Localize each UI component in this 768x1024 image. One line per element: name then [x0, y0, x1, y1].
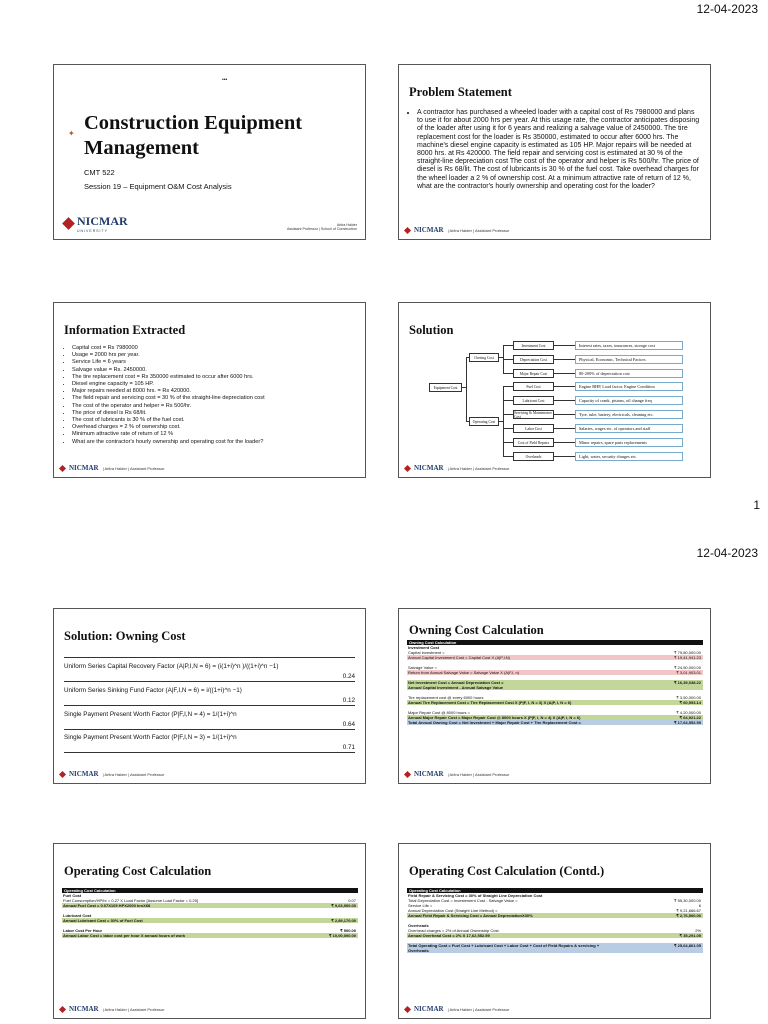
slide-owning-cost-factors — [53, 608, 366, 784]
footer-author: | Aritra Halder | Assistant Professor — [447, 465, 510, 471]
cost-description: Salaries, wages etc. of operators and staff — [575, 424, 683, 433]
connector-line — [554, 456, 575, 457]
row-value: ₹ 10,00,000.00 — [328, 933, 356, 938]
slide-footer — [405, 1005, 509, 1013]
info-item: • Usage = 2000 hrs per year. — [72, 352, 357, 359]
connector-line — [554, 386, 575, 387]
footer-logo: NICMAR — [414, 770, 444, 778]
problem-text-block — [409, 109, 702, 191]
footer-logo: NICMAR — [69, 1005, 99, 1013]
owning-cost-node: Owning Cost — [469, 353, 499, 362]
author-role: Assistant Professor | School of Construction — [286, 226, 357, 231]
connector-line — [466, 357, 469, 358]
connector-line — [503, 414, 513, 415]
operating-item-node: Servicing & Maintenance Cost — [513, 410, 554, 419]
table-header: Operating Cost Calculation — [407, 888, 703, 893]
equipment-cost-node: Equipment Cost — [429, 383, 462, 392]
nicmar-logo-icon — [62, 217, 75, 230]
slide-footer — [60, 1005, 164, 1013]
nicmar-logo-icon — [59, 770, 66, 777]
info-item: • The tire replacement cost = Rs 350000 estimated to occur after 6000 hrs. — [72, 374, 357, 381]
row-value: ₹ 9,21,666.67 — [676, 908, 701, 913]
row-label: Salvage Value = — [408, 665, 437, 670]
row-label: Annual Labor Cost = labor cost per hour X annual hours of work — [63, 933, 186, 938]
slide-heading: Operating Cost Calculation (Contd.) — [409, 864, 605, 878]
row-value: ₹ 17,64,552.59 — [673, 720, 701, 725]
formula-divider — [64, 729, 355, 730]
formula-divider — [64, 705, 355, 706]
operating-item-node: Cost of Field Repairs — [513, 438, 554, 447]
row-label: Annual Overhead Cost = 2% X 17,62,552.59 — [408, 933, 490, 938]
footer-logo: NICMAR — [414, 226, 444, 234]
connector-line — [503, 359, 513, 360]
row-value: 2% — [695, 928, 701, 933]
slide-heading: Problem Statement — [409, 85, 512, 99]
formula-divider — [64, 681, 355, 682]
nicmar-logo-icon — [59, 464, 66, 471]
table-header: Owning Cost Calculation — [407, 640, 703, 645]
footer-logo: NICMAR — [69, 464, 99, 472]
row-label: Annual Capital Investment Cost = Capital Cost X (A|P,I,N) — [408, 655, 511, 660]
info-item: • Diesel engine capacity = 105 HP. — [72, 381, 357, 388]
connector-line — [503, 428, 513, 429]
footer-logo: NICMAR — [414, 464, 444, 472]
connector-line — [554, 428, 575, 429]
connector-line — [554, 345, 575, 346]
slide-operating-cost-contd — [398, 843, 711, 1019]
formula-text: Single Payment Present Worth Factor (P|F,I,N = 4) = 1/(1+i)^n — [64, 711, 237, 718]
nicmar-logo-icon — [404, 770, 411, 777]
row-label: Overhead charges = 2% of Annual Ownership Cost — [408, 928, 499, 933]
slide-solution-diagram — [398, 302, 711, 478]
formula-value: 0.12 — [342, 697, 355, 704]
cost-description: Minor repairs, spare parts replacements — [575, 438, 683, 447]
cost-description: Physical, Economic, Technical Factors — [575, 355, 683, 364]
info-item: • Minimum attractive rate of return of 12 % — [72, 431, 357, 438]
problem-text: • A contractor has purchased a wheeled loader with a capital cost of Rs 7980000 and plans to use it for about 2000 hrs per year. At this usage rate, the contractor anticipates disposing of the loader after using it for 6 years and realizing a salvage value of 2450000. The tire replacement cost for the loader is Rs 350000, estimated to occur after 6000 hrs. The machine's diesel engine capacity is estimated as 105 HP. Major repairs will be needed at 8000 hrs. at Rs 420000. The field repair and servicing cost is estimated at 30 % of the straight-line depreciation cost The cost of the operator and helper is Rs 500/hr. The price of diesel is Rs 68/lit. The cost of lubricants is 30 % of the fuel cost. Take overhead charges for the wheel loader a 2 % of ownership cost. At a minimum attractive rate of return of 12 %, what are the contractor's hourly ownership and operating cost for the loader? — [417, 109, 702, 191]
logo-text: NICMAR — [77, 214, 128, 228]
row-value: ₹ 9,63,900.00 — [331, 903, 356, 908]
operating-item-node: Labor Cost — [513, 424, 554, 433]
row-value: ₹ 4,20,000.00 — [676, 710, 701, 715]
nicmar-logo-icon — [404, 226, 411, 233]
formula-divider — [64, 752, 355, 753]
operating-item-node: Lubricant Cost — [513, 396, 554, 405]
connector-line — [503, 456, 513, 457]
row-value: ₹ 64,921.22 — [679, 715, 701, 720]
row-label: Service Life = — [408, 903, 433, 908]
formula-text: Uniform Series Capital Recovery Factor (A|P,I,N = 6) = (i(1+i)^n )/((1+i)^n −1) — [64, 663, 279, 670]
row-value: ₹ 24,50,000.00 — [673, 665, 701, 670]
nicmar-logo-icon — [59, 1005, 66, 1012]
row-value: ₹ 500.00 — [340, 928, 356, 933]
formula-divider — [64, 657, 355, 658]
row-value: ₹ 35,291.05 — [679, 933, 701, 938]
connector-line — [554, 442, 575, 443]
info-item: • Salvage value = Rs. 2450000. — [72, 367, 357, 374]
cost-description: Tyre, tube, battery, electricals, cleaning etc. — [575, 410, 683, 419]
connector-line — [554, 373, 575, 374]
row-value: 0.07 — [348, 898, 356, 903]
slide-dots: ••• — [222, 77, 228, 83]
cost-description: Engine BHP, Load factor, Engine Condition — [575, 382, 683, 391]
owning-cost-table — [407, 640, 703, 725]
nicmar-logo-icon — [404, 464, 411, 471]
course-code: CMT 522 — [84, 168, 115, 177]
operating-cost-table — [62, 888, 358, 938]
slide-operating-cost-calc — [53, 843, 366, 1019]
row-label: Overheads — [408, 948, 429, 953]
page-number: 1 — [753, 498, 760, 512]
connector-line — [503, 386, 513, 387]
formula-value: 0.24 — [342, 673, 355, 680]
operating-contd-table — [407, 888, 703, 953]
sparkle-icon: ✦ — [68, 129, 75, 138]
page-date: 12-04-2023 — [696, 546, 758, 560]
table-row — [407, 720, 703, 725]
row-label: Total Operating Cost = Fuel Cost + Lubricant Cost + Labor Cost + Cost of Field Repairs & servicing + — [408, 943, 600, 948]
row-label: Fuel Consumption/HP/hr = 0.27 X Load Factor [Assume Load Factor = 0.25] — [63, 898, 198, 903]
connector-line — [503, 386, 504, 456]
info-list — [64, 345, 357, 446]
row-label: Net Investment Cost = Annual Depreciation Cost = — [408, 680, 504, 685]
page-date: 12-04-2023 — [696, 2, 758, 16]
operating-item-node: Fuel Cost — [513, 382, 554, 391]
owning-item-node: Depreciation Cost — [513, 355, 554, 364]
row-label: Annual Major Repair Cost = Major Repair Cost @ 8000 hours X (P|F, I, N = 4) X (A|P, I, N = 6) — [408, 715, 581, 720]
slide-footer — [60, 464, 164, 472]
connector-line — [554, 359, 575, 360]
row-label: Annual Capital Investment - Annual Salvage Value — [408, 685, 503, 690]
row-label: Annual Tire Replacement Cost = Tire Replacement Cost X (P|F, I, N = 3) X (A|P, I, N = 6) — [408, 700, 572, 705]
formula-value: 0.64 — [342, 721, 355, 728]
row-label: Labor Cost Per Hour — [63, 928, 103, 933]
info-item: • Capital cost = Rs 7980000 — [72, 345, 357, 352]
connector-line — [466, 421, 469, 422]
footer-author: | Aritra Halder | Assistant Professor — [102, 1006, 165, 1012]
slide-footer — [60, 770, 164, 778]
row-label: Field Repair & Servicing Cost = 30% of Straight Line Depreciation Cost — [408, 893, 543, 898]
nicmar-logo-icon — [404, 1005, 411, 1012]
row-label: Total Annual Owning Cost = Net Investment + Major Repair Cost + Tire Replacement Cost = — [408, 720, 581, 725]
table-header: Operating Cost Calculation — [62, 888, 358, 893]
row-label: Tire replacement cost @ every 6000 hours — [408, 695, 484, 700]
connector-line — [503, 345, 513, 346]
author-block — [287, 223, 357, 231]
cost-description: Light, water, security charges etc. — [575, 452, 683, 461]
owning-item-node: Investment Cost — [513, 341, 554, 350]
slide-problem-statement — [398, 64, 711, 240]
info-item: • The cost of the operator and helper = Rs 500/hr. — [72, 403, 357, 410]
slide-owning-cost-calc — [398, 608, 711, 784]
slide-footer — [405, 464, 509, 472]
slide-heading: Operating Cost Calculation — [64, 864, 212, 878]
row-value: ₹ 60,593.14 — [679, 700, 701, 705]
course-title-line2: Management — [84, 137, 200, 159]
footer-logo: NICMAR — [414, 1005, 444, 1013]
slide-heading: Solution — [409, 323, 454, 337]
slide-title-card — [53, 64, 366, 240]
info-item: • The field repair and servicing cost = 30 % of the straight-line depreciation cost — [72, 395, 357, 402]
info-item: • Overhead charges = 2 % of ownership cost. — [72, 424, 357, 431]
connector-line — [554, 400, 575, 401]
owning-item-node: Major Repair Cost — [513, 369, 554, 378]
formula-text: Uniform Series Sinking Fund Factor (A|F,I,N = 6) = i/((1+i)^n −1) — [64, 687, 242, 694]
row-label: Investment Cost — [408, 645, 440, 650]
row-label: Return from Annual Salvage Value = Salvage Value X (A|F,I, n) — [408, 670, 520, 675]
info-item: • The price of diesel is Rs 68/lit. — [72, 410, 357, 417]
row-label: Annual Depreciation Cost (Straight Line Method) = — [408, 908, 498, 913]
footer-author: | Aritra Halder | Assistant Professor — [447, 771, 510, 777]
info-item: • Major repairs needed at 8000 hrs. = Rs 420000. — [72, 388, 357, 395]
formula-value: 0.71 — [342, 744, 355, 751]
table-row — [407, 948, 703, 953]
connector-line — [503, 442, 513, 443]
footer-author: | Aritra Halder | Assistant Professor — [102, 771, 165, 777]
session-label: Session 19 – Equipment O&M Cost Analysis — [84, 182, 232, 191]
cost-description: Capacity of crank, pistons, oil change freq — [575, 396, 683, 405]
slide-heading: Solution: Owning Cost — [64, 629, 186, 643]
row-value: ₹ 2,89,170.00 — [331, 918, 356, 923]
connector-line — [503, 400, 513, 401]
info-item: • The cost of lubricants is 30 % of the fuel cost. — [72, 417, 357, 424]
info-item: • Service Life = 6 years — [72, 359, 357, 366]
row-value: ₹ 25,64,861.05 — [673, 943, 701, 948]
connector-line — [466, 357, 467, 422]
cost-description: Interest rates, taxes, insurances, storage cost — [575, 341, 683, 350]
operating-item-node: Overheads — [513, 452, 554, 461]
row-label: Major Repair Cost @ 8000 hours = — [408, 710, 470, 715]
row-value: ₹ 79,80,000.00 — [673, 650, 701, 655]
slide-heading: Owning Cost Calculation — [409, 623, 544, 637]
row-value: ₹ 55,30,000.00 — [673, 898, 701, 903]
slide-heading: Information Extracted — [64, 323, 186, 337]
connector-line — [503, 373, 513, 374]
row-label: Capital Investment = — [408, 650, 445, 655]
logo-university: UNIVERSITY — [77, 229, 109, 233]
course-title-line1: Construction Equipment — [84, 112, 303, 134]
author-name: Aritra Halder — [336, 222, 357, 227]
footer-author: | Aritra Halder | Assistant Professor — [447, 1006, 510, 1012]
cost-description: 80-200% of depreciation cost — [575, 369, 683, 378]
info-item: • What are the contractor's hourly ownership and operating cost for the loader? — [72, 439, 357, 446]
course-title — [84, 111, 302, 161]
row-label: Annual Fuel Cost = 0.07X105 HPX2000 hrsX68 — [63, 903, 151, 908]
row-label: Lubricant Cost — [63, 913, 92, 918]
row-label: Annual Field Repair & Servicing Cost = Annual DepreciationX30% — [408, 913, 533, 918]
row-label: Annual Lubricant Cost = 30% of Fuel Cost — [63, 918, 143, 923]
connector-line — [554, 414, 575, 415]
row-value: 6 — [698, 903, 701, 908]
row-value: ₹ 2,76,500.00 — [676, 913, 701, 918]
row-value: ₹ 19,41,941.23 — [673, 655, 701, 660]
row-label: Overheads — [408, 923, 429, 928]
formula-text: Single Payment Present Worth Factor (P|F,I,N = 3) = 1/(1+i)^n — [64, 734, 237, 741]
row-value: ₹ 16,39,038.22 — [673, 680, 701, 685]
slide-footer — [405, 226, 509, 234]
operating-cost-node: Operating Cost — [469, 417, 499, 426]
footer-author: | Aritra Halder | Assistant Professor — [447, 227, 510, 233]
footer-author: | Aritra Halder | Assistant Professor — [102, 465, 165, 471]
slide-footer — [405, 770, 509, 778]
row-label: Fuel Cost — [63, 893, 82, 898]
slide-information-extracted — [53, 302, 366, 478]
footer-logo: NICMAR — [69, 770, 99, 778]
row-value: ₹ 3,01,903.01 — [676, 670, 701, 675]
nicmar-logo — [64, 214, 128, 233]
table-row — [62, 933, 358, 938]
row-value: ₹ 3,50,000.00 — [676, 695, 701, 700]
row-label: Total Depreciation Cost = Investement Cost - Salvage Value = — [408, 898, 518, 903]
